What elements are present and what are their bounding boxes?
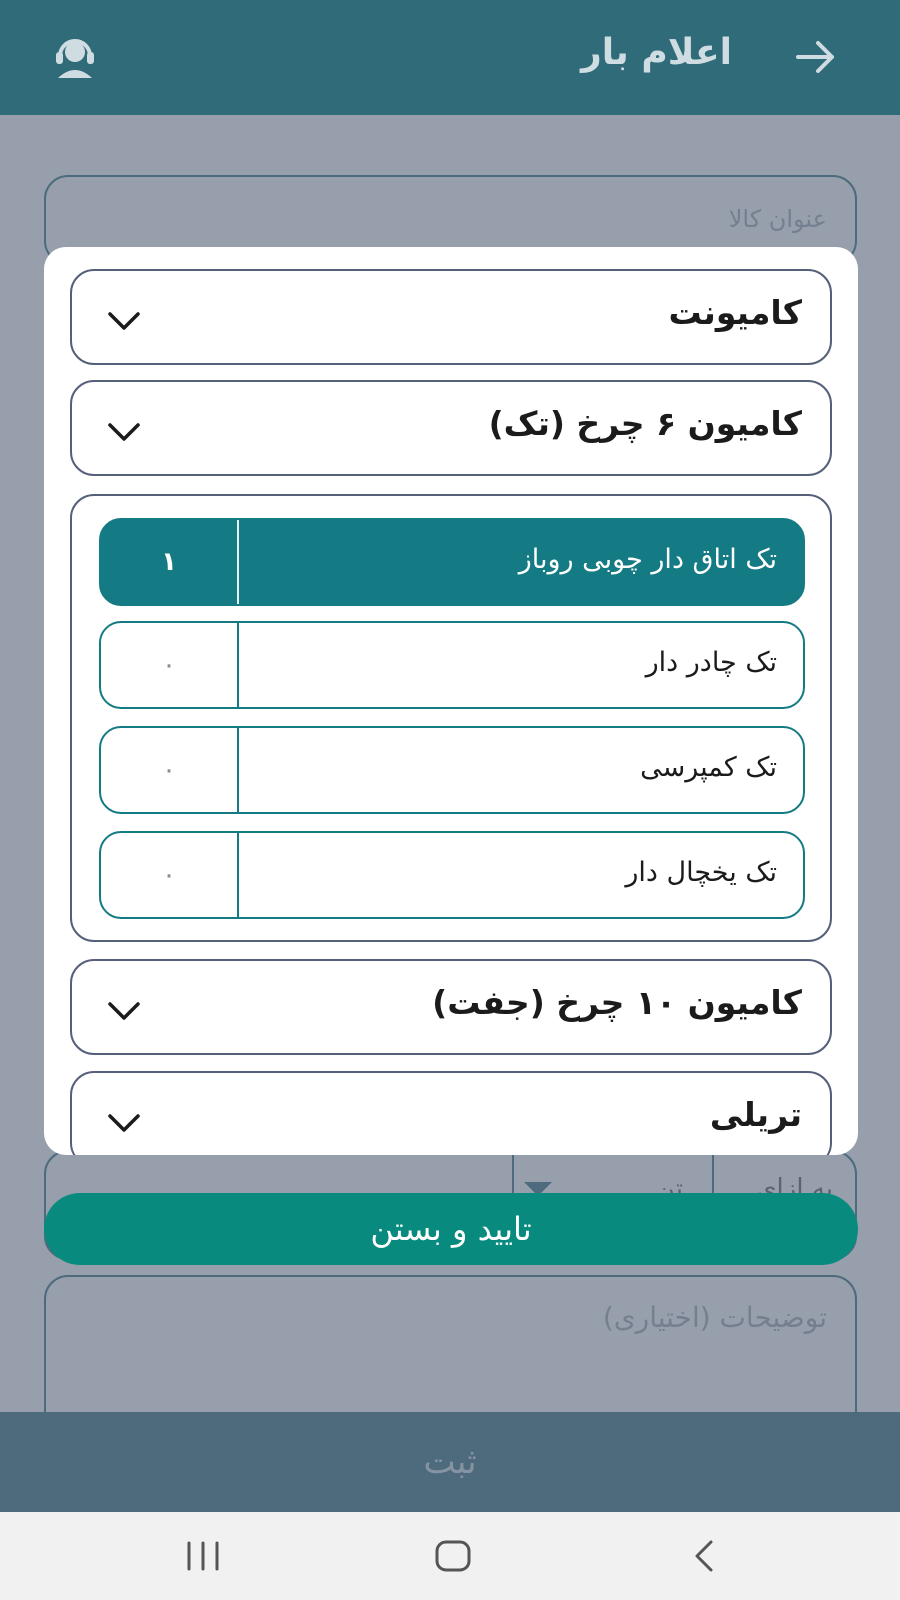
subtype-name: تک چادر دار [645, 647, 777, 678]
subtype-count[interactable]: ۰ [101, 623, 239, 707]
category-row[interactable] [70, 1071, 832, 1155]
subtype-option[interactable] [99, 518, 805, 606]
subtype-count[interactable]: ۰ [101, 728, 239, 812]
category-label: کامیون ۱۰ چرخ (جفت) [432, 983, 802, 1022]
back-nav-icon [685, 1539, 725, 1573]
subtype-name: تک اتاق دار چوبی روباز [518, 544, 777, 575]
category-row[interactable] [70, 269, 832, 365]
category-label: تریلی [709, 1095, 802, 1134]
chevron-down-icon [104, 301, 144, 341]
system-nav-bar [0, 1512, 900, 1600]
recent-apps-button[interactable] [168, 1526, 238, 1586]
back-button[interactable] [786, 28, 844, 86]
home-button[interactable] [418, 1526, 488, 1586]
app-bar [0, 0, 900, 115]
support-headset-icon [50, 32, 100, 82]
chevron-down-icon [104, 412, 144, 452]
chevron-down-icon [104, 991, 144, 1031]
subtype-option[interactable] [99, 621, 805, 709]
subtype-count[interactable]: ۱ [101, 520, 239, 604]
chevron-down-icon [104, 1103, 144, 1143]
subtype-option[interactable] [99, 831, 805, 919]
category-label: کامیونت [668, 293, 802, 332]
category-row[interactable] [70, 380, 832, 476]
subtype-count[interactable]: ۰ [101, 833, 239, 917]
page-title: اعلام بار [581, 32, 732, 73]
support-button[interactable] [48, 30, 102, 84]
category-row[interactable] [70, 959, 832, 1055]
home-icon [433, 1539, 473, 1573]
confirm-close-button[interactable] [44, 1193, 858, 1265]
category-label: کامیون ۶ چرخ (تک) [488, 404, 802, 443]
arrow-right-icon [792, 34, 838, 80]
subtype-name: تک یخچال دار [625, 857, 777, 888]
back-nav-button[interactable] [670, 1526, 740, 1586]
subtype-name: تک کمپرسی [640, 752, 777, 783]
recent-apps-icon [183, 1539, 223, 1573]
vehicle-type-modal [44, 247, 858, 1155]
confirm-label: تایید و بستن [370, 1210, 532, 1248]
subtype-list [70, 494, 832, 942]
subtype-option[interactable] [99, 726, 805, 814]
